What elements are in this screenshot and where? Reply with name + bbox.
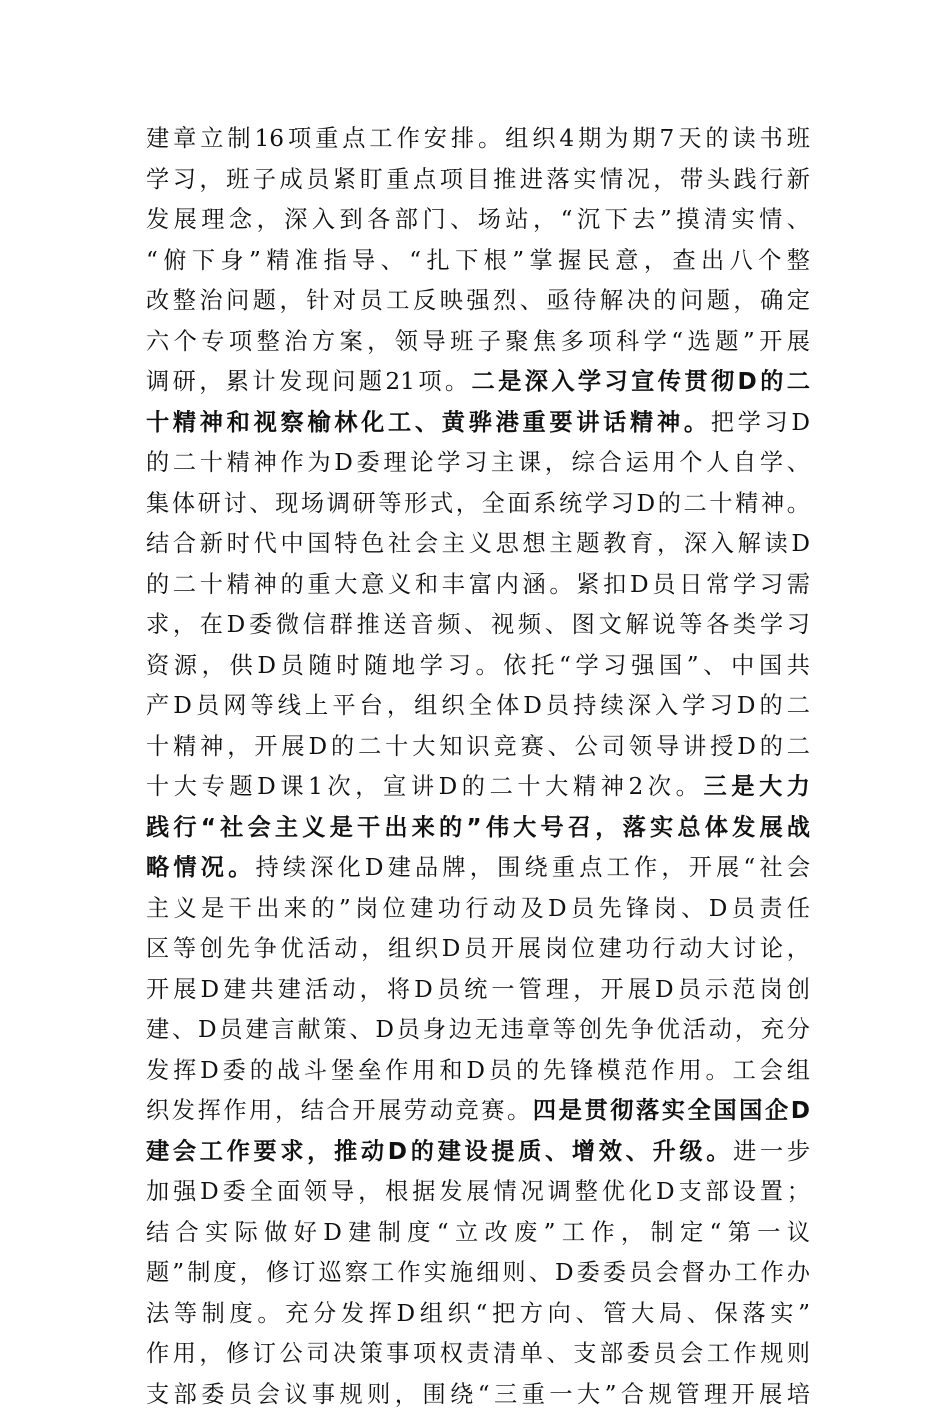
- text-run: 学习，班子成员紧盯重点项目推进落实情况，带头践行新: [146, 166, 810, 193]
- text-line: [146, 1253, 810, 1294]
- text-run: 建章立制16项重点工作安排。组织4期为期7天的读书班: [146, 125, 810, 152]
- text-line: [146, 484, 810, 525]
- text-run: 的二十精神作为D委理论学习主课，综合运用个人自学、: [146, 449, 810, 476]
- text-run: 法等制度。充分发挥D组织“把方向、管大局、保落实”: [146, 1300, 810, 1327]
- bold-heading-run: 二是深入学习宣传贯彻D的二: [472, 368, 810, 395]
- text-run: 加强D委全面领导，根据发展情况调整优化D支部设置；: [146, 1178, 810, 1205]
- text-run: 支部委员会议事规则，围绕“三重一大”合规管理开展培: [146, 1381, 810, 1408]
- text-line: [146, 767, 810, 808]
- text-line: [146, 1091, 810, 1132]
- text-line: [146, 160, 810, 201]
- text-run: 建、D员建言献策、D员身边无违章等创先争优活动，充分: [146, 1016, 810, 1043]
- text-run: 主义是干出来的”岗位建功行动及D员先锋岗、D员责任: [146, 895, 810, 922]
- text-run: 结合实际做好D建制度“立改废”工作，制定“第一议: [146, 1219, 810, 1246]
- text-line: [146, 605, 810, 646]
- text-run: 集体研讨、现场调研等形式，全面系统学习D的二十精神。: [146, 490, 810, 517]
- text-run: 结合新时代中国特色社会主义思想主题教育，深入解读D: [146, 530, 810, 557]
- bold-heading-run: 四是贯彻落实全国国企D: [533, 1097, 810, 1124]
- text-line: [146, 929, 810, 970]
- text-line: [146, 565, 810, 606]
- text-line: [146, 1172, 810, 1213]
- text-line: [146, 1375, 810, 1415]
- text-line: [146, 889, 810, 930]
- text-run: 十大专题D课1次，宣讲D的二十大精神2次。: [146, 773, 703, 800]
- text-run: 的二十精神的重大意义和丰富内涵。紧扣D员日常学习需: [146, 571, 810, 598]
- text-run: 资源，供D员随时随地学习。依托“学习强国”、中国共: [146, 652, 810, 679]
- text-line: [146, 200, 810, 241]
- text-run: 求，在D委微信群推送音频、视频、图文解说等各类学习: [146, 611, 810, 638]
- text-run: “俯下身”精准指导、“扎下根”掌握民意，查出八个整: [146, 247, 810, 274]
- text-run: 开展D建共建活动，将D员统一管理，开展D员示范岗创: [146, 976, 810, 1003]
- text-run: 发展理念，深入到各部门、场站，“沉下去”摸清实情、: [146, 206, 810, 233]
- text-line: [146, 970, 810, 1011]
- bold-heading-run: 十精神和视察榆林化工、黄骅港重要讲话精神。: [146, 409, 711, 436]
- text-line: [146, 403, 810, 444]
- text-line: [146, 1010, 810, 1051]
- text-run: 六个专项整治方案，领导班子聚焦多项科学“选题”开展: [146, 328, 810, 355]
- text-run: 改整治问题，针对员工反映强烈、亟待解决的问题，确定: [146, 287, 810, 314]
- text-line: [146, 322, 810, 363]
- bold-heading-run: 略情况。: [146, 854, 255, 881]
- bold-heading-run: 三是大力: [703, 773, 810, 800]
- text-line: [146, 1334, 810, 1375]
- text-run: 发挥D委的战斗堡垒作用和D员的先锋模范作用。工会组: [146, 1057, 810, 1084]
- text-line: [146, 646, 810, 687]
- text-line: [146, 119, 810, 160]
- text-line: [146, 1132, 810, 1173]
- text-line: [146, 281, 810, 322]
- text-run: 进一步: [733, 1138, 810, 1165]
- text-line: [146, 362, 810, 403]
- text-line: [146, 1294, 810, 1335]
- text-run: 调研，累计发现问题21项。: [146, 368, 472, 395]
- bold-heading-run: 践行“社会主义是干出来的”伟大号召，落实总体发展战: [146, 814, 810, 841]
- text-line: [146, 686, 810, 727]
- text-line: [146, 1213, 810, 1254]
- text-line: [146, 524, 810, 565]
- text-run: 把学习D: [711, 409, 810, 436]
- text-line: [146, 808, 810, 849]
- bold-heading-run: 建会工作要求，推动D的建设提质、增效、升级。: [146, 1138, 733, 1165]
- body-paragraph: [146, 119, 810, 1415]
- text-run: 区等创先争优活动，组织D员开展岗位建功行动大讨论，: [146, 935, 810, 962]
- text-run: 十精神，开展D的二十大知识竞赛、公司领导讲授D的二: [146, 733, 810, 760]
- text-line: [146, 241, 810, 282]
- text-line: [146, 443, 810, 484]
- text-run: 作用，修订公司决策事项权责清单、支部委员会工作规则: [146, 1340, 810, 1367]
- text-run: 持续深化D建品牌，围绕重点工作，开展“社会: [255, 854, 810, 881]
- text-line: [146, 848, 810, 889]
- text-line: [146, 1051, 810, 1092]
- text-run: 织发挥作用，结合开展劳动竞赛。: [146, 1097, 533, 1124]
- text-run: 产D员网等线上平台，组织全体D员持续深入学习D的二: [146, 692, 810, 719]
- text-line: [146, 727, 810, 768]
- text-run: 题”制度，修订巡察工作实施细则、D委委员会督办工作办: [146, 1259, 810, 1286]
